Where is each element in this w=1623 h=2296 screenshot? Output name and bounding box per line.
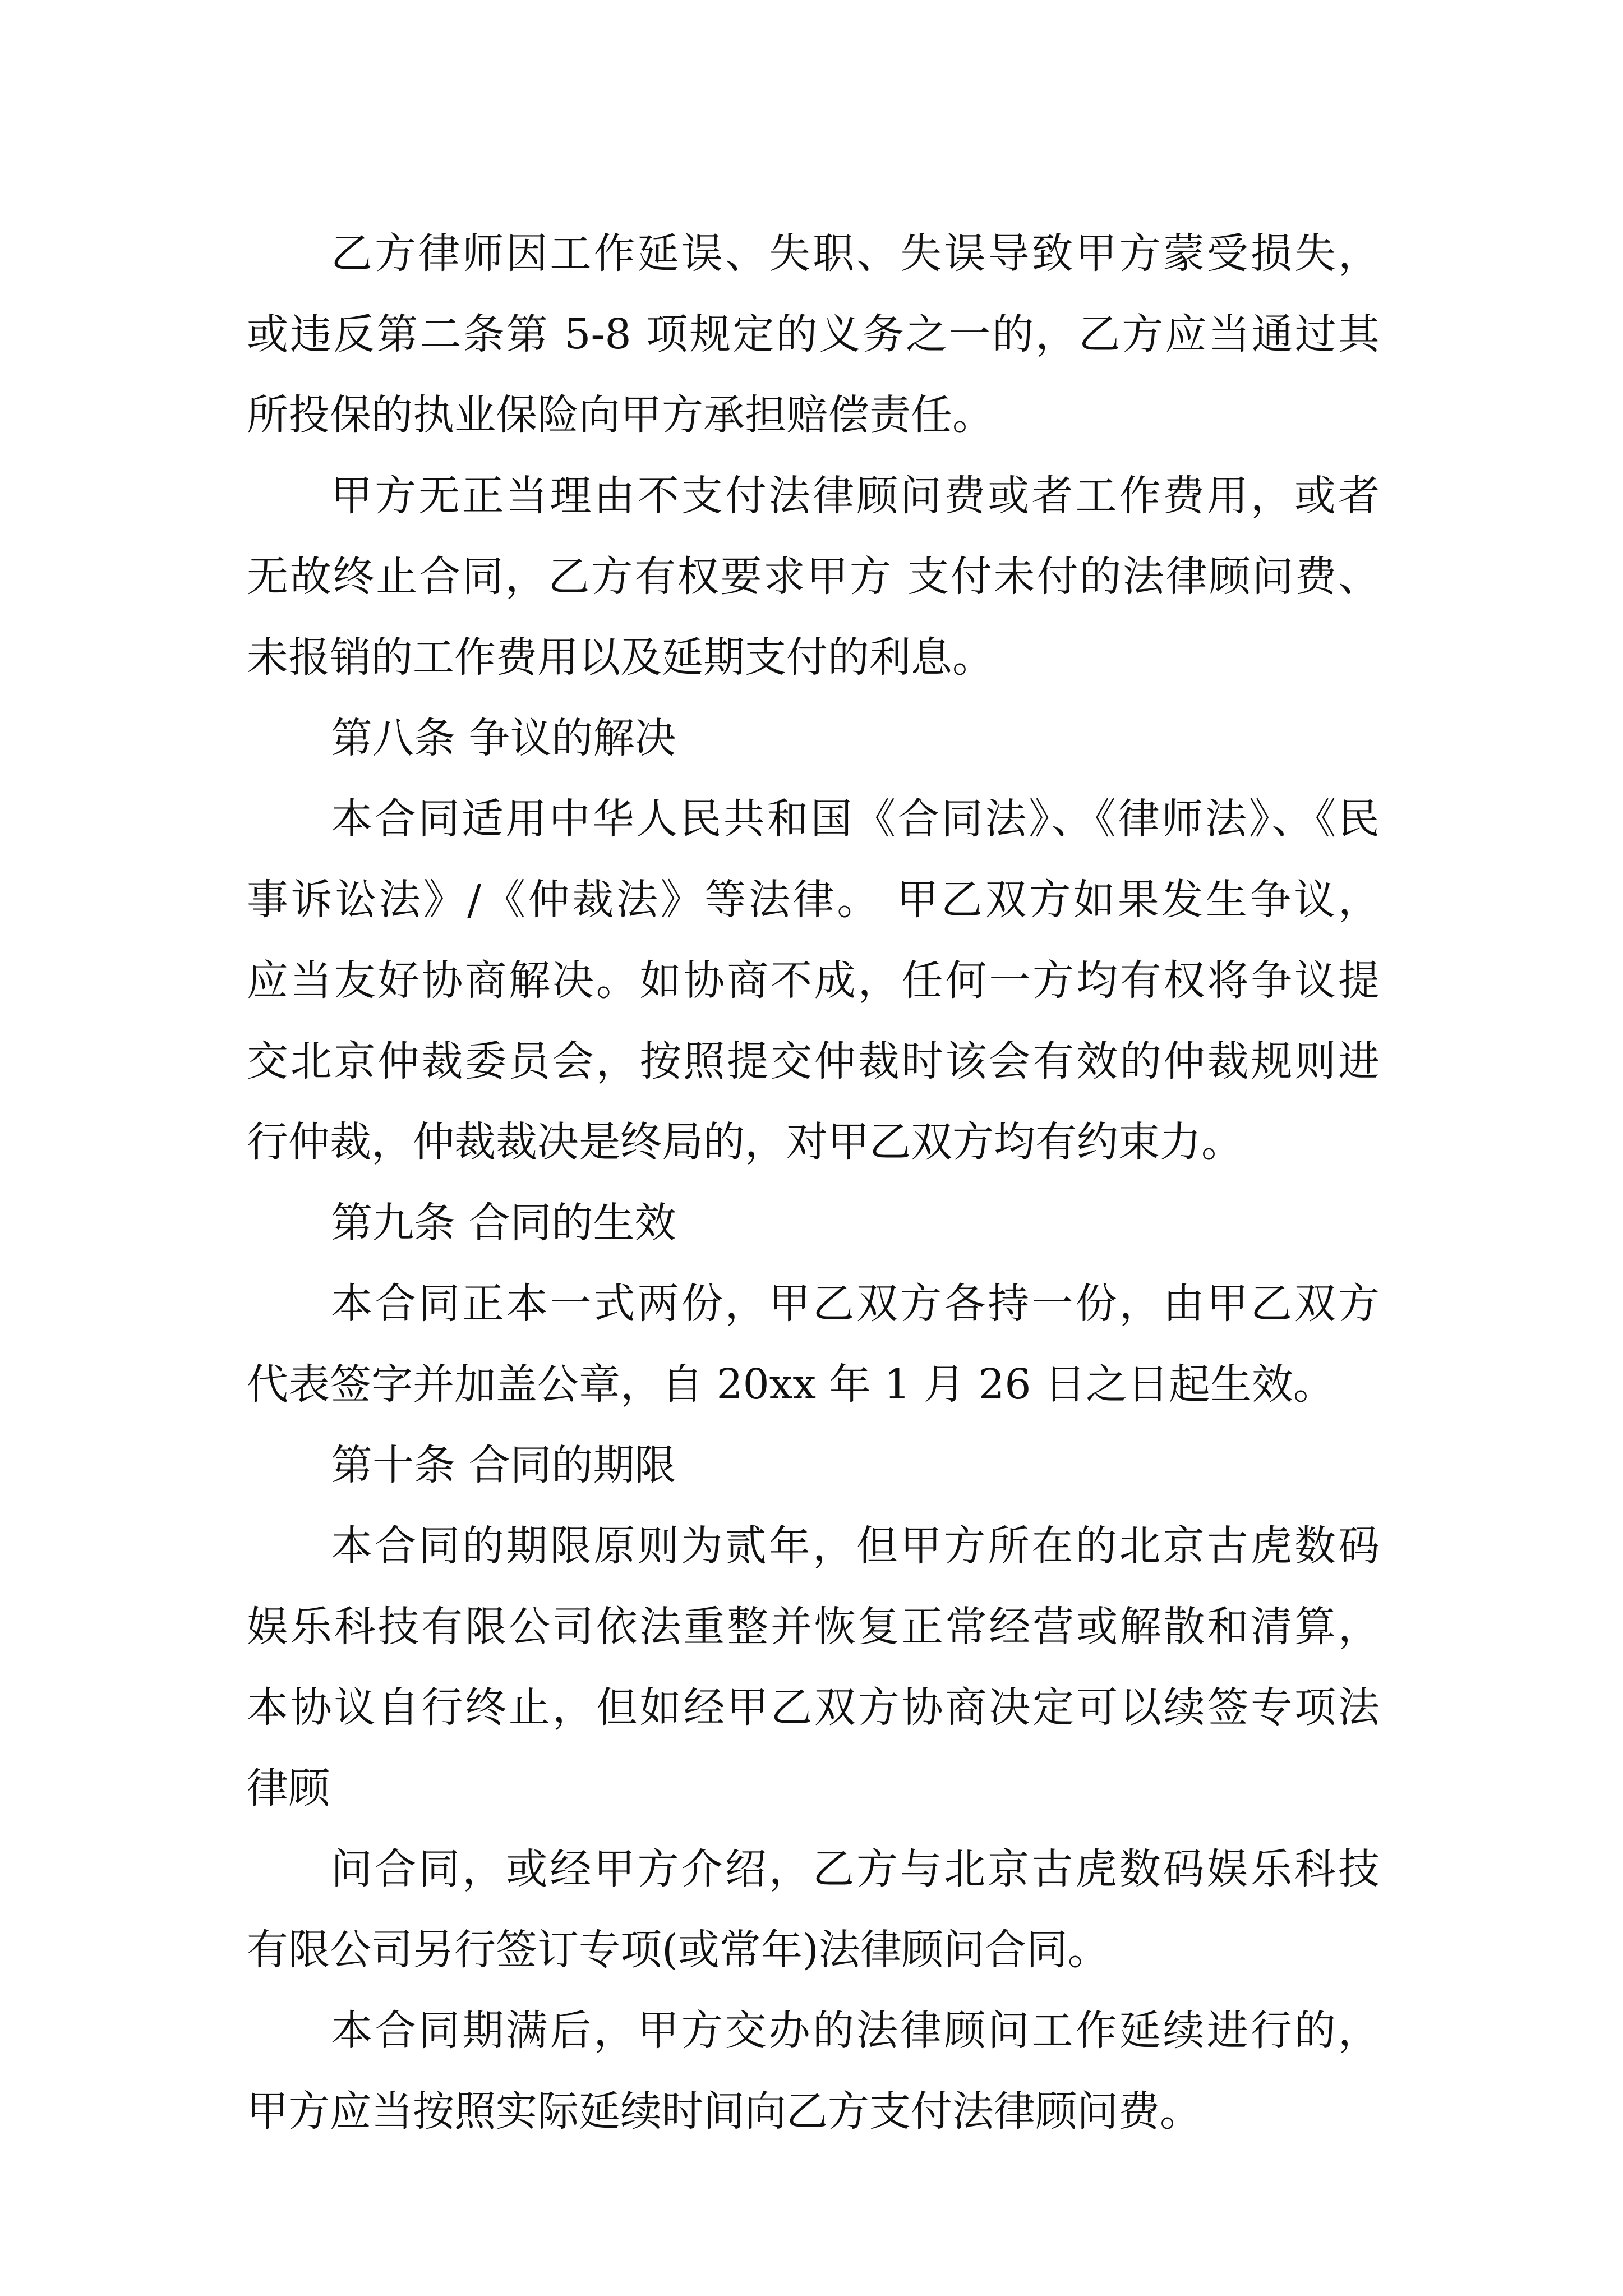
text-line: 交北京仲裁委员会，按照提交仲裁时该会有效的仲裁规则进 [247,1037,1380,1085]
text-line: 代表签字并加盖公章，自 20xx 年 1 月 26 日之日起生效。 [247,1360,1335,1409]
text-line: 本合同适用中华人民共和国《合同法》、《律师法》、《民 [331,795,1380,843]
text-line: 甲方应当按照实际延续时间向乙方支付法律顾问费。 [247,2087,1201,2136]
paragraph-term [247,1506,1380,1829]
text-line: 乙方律师因工作延误、失职、失误导致甲方蒙受损失， [331,229,1380,278]
paragraph-dispute [247,779,1380,1182]
text-line: 行仲裁，仲裁裁决是终局的，对甲乙双方均有约束力。 [247,1118,1243,1166]
section-heading: 第八条 争议的解决 [331,714,676,762]
text-line: 本合同期满后，甲方交办的法律顾问工作延续进行的， [331,2007,1380,2055]
paragraph-expiry [247,1990,1380,2152]
text-line: 有限公司另行签订专项(或常年)法律顾问合同。 [247,1926,1109,1974]
text-line: 事诉讼法》/《仲裁法》等法律。 甲乙双方如果发生争议， [247,876,1380,924]
text-line: 所投保的执业保险向甲方承担赔偿责任。 [247,391,994,439]
text-line: 律顾 [247,1764,330,1812]
paragraph-term-continued [247,1829,1380,1990]
heading-article-9 [247,1182,1380,1263]
text-line: 娱乐科技有限公司依法重整并恢复正常经营或解散和清算， [247,1603,1380,1651]
text-line: 本协议自行终止，但如经甲乙双方协商决定可以续签专项法 [247,1683,1380,1732]
paragraph-effective [247,1263,1380,1425]
paragraph-liability-b [247,213,1380,455]
text-line: 本合同正本一式两份，甲乙双方各持一份，由甲乙双方 [331,1280,1380,1328]
text-line: 问合同，或经甲方介绍，乙方与北京古虎数码娱乐科技 [331,1845,1380,1893]
section-heading: 第九条 合同的生效 [331,1199,676,1247]
section-heading: 第十条 合同的期限 [331,1441,676,1489]
text-line: 或违反第二条第 5-8 项规定的义务之一的，乙方应当通过其 [247,310,1380,358]
paragraph-liability-a [247,455,1380,698]
text-line: 甲方无正当理由不支付法律顾问费或者工作费用，或者 [331,472,1380,520]
heading-article-10 [247,1425,1380,1506]
text-line: 本合同的期限原则为贰年，但甲方所在的北京古虎数码 [331,1522,1380,1570]
text-line: 无故终止合同，乙方有权要求甲方 支付未付的法律顾问费、 [247,553,1380,601]
text-line: 未报销的工作费用以及延期支付的利息。 [247,633,994,682]
document-body [247,213,1380,2152]
heading-article-8 [247,698,1380,779]
text-line: 应当友好协商解决。如协商不成，任何一方均有权将争议提 [247,956,1380,1005]
